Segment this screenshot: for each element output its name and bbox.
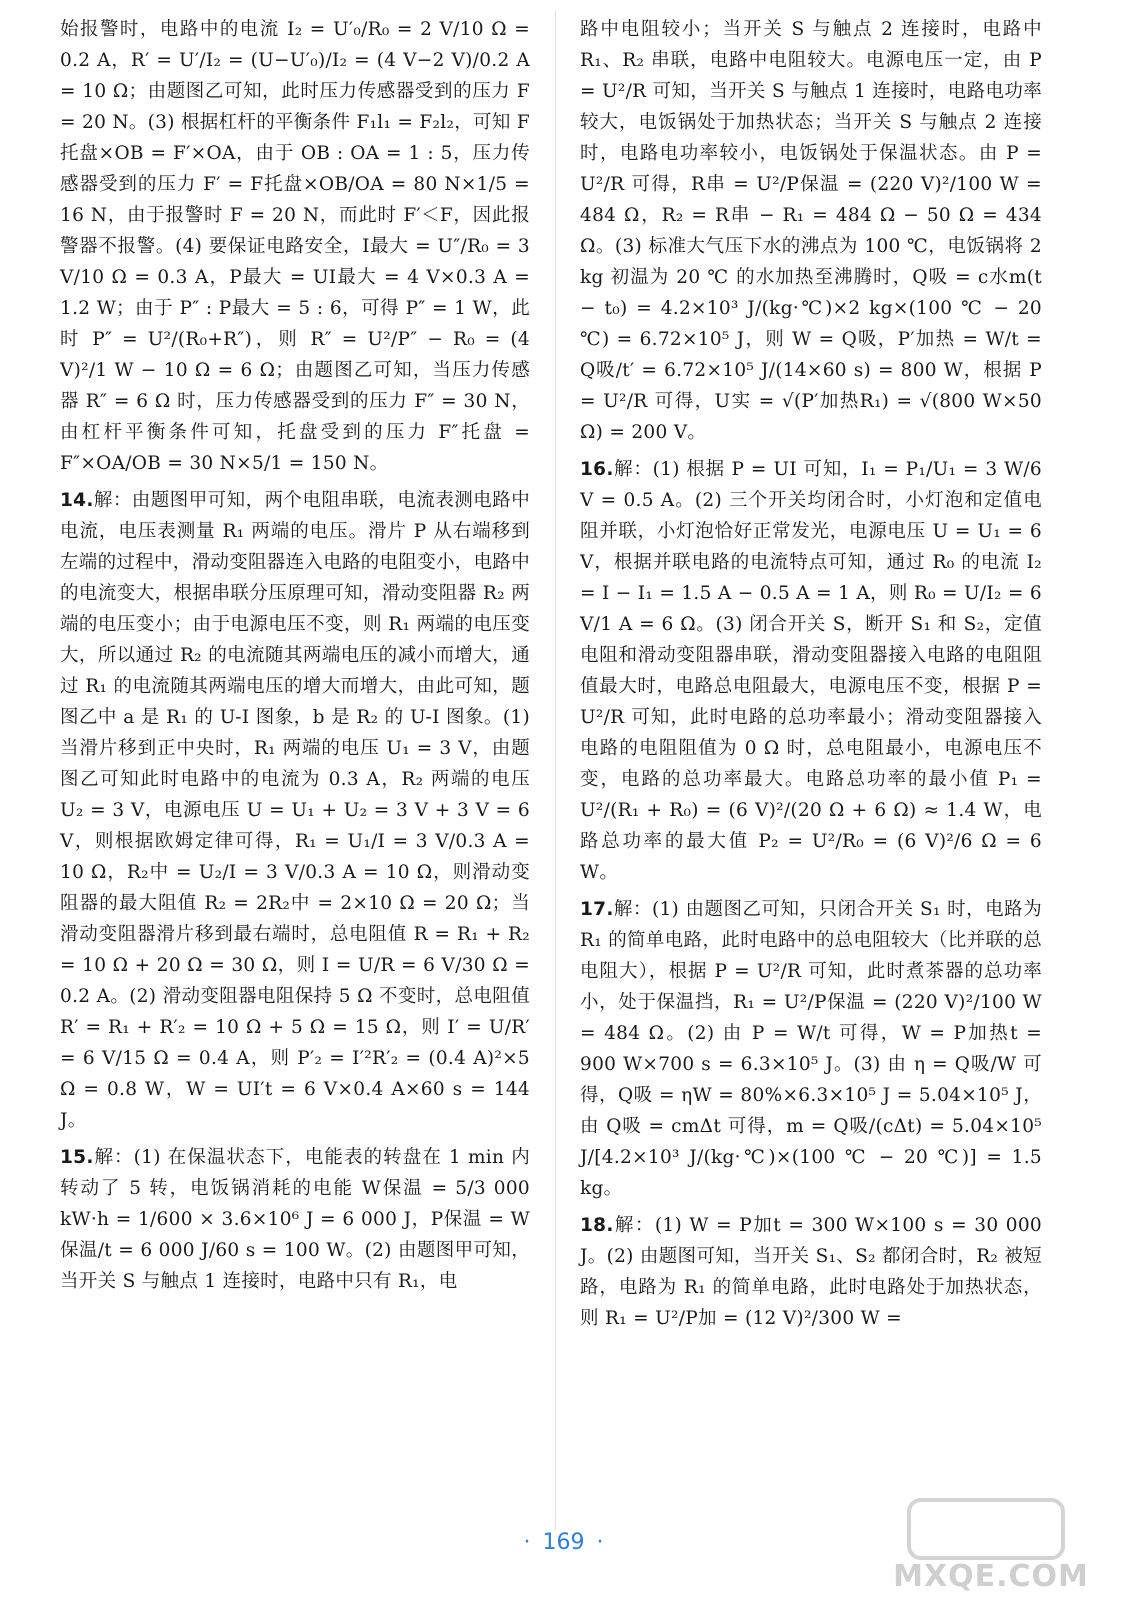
footer-dot-left: · bbox=[523, 1530, 531, 1555]
left-column bbox=[60, 14, 530, 1303]
answer-18 bbox=[580, 1210, 1042, 1334]
question-number: 18. bbox=[580, 1215, 614, 1236]
question-number: 14. bbox=[60, 490, 94, 511]
answer-15 bbox=[60, 1142, 530, 1297]
right-column bbox=[580, 14, 1042, 1340]
paragraph-text: 解：(1) W = P加t = 300 W×100 s = 30 000 J。(2) 由题图可知，当开关 S₁、S₂ 都闭合时，R₂ 被短路，电路为 R₁ 的简单电路，此时电路处于加热状态，则 R₁ = U²/P加 = (12 V)²/300 W = bbox=[580, 1215, 1042, 1329]
paragraph-text: 解：(1) 根据 P = UI 可知，I₁ = P₁/U₁ = 3 W/6 V = 0.5 A。(2) 三个开关均闭合时，小灯泡和定值电阻并联，小灯泡恰好正常发光，电源电压 U = U₁ = 6 V，根据并联电路的电流特点可知，通过 R₀ 的电流 I₂ = I − I₁ = 1.5 A − 0.5 A = 1 A，则 R₀ = U/I₂ = 6 V/1 A = 6 Ω。(3) 闭合开关 S，断开 S₁ 和 S₂，定值电阻和滑动变阻器串联，滑动变阻器接入电路的电阻阻值最大时，电路总电阻最大，电源电压不变，根据 P = U²/R 可知，此时电路的总功率最小；滑动变阻器接入电路的电阻阻值为 0 Ω 时，总电阻最小，电源电压不变，电路的总功率最大。电路总功率的最小值 P₁ = U²/(R₁ + R₀) = (6 V)²/(20 Ω + 6 Ω) ≈ 1.4 W，电路总功率的最大值 P₂ = U²/R₀ = (6 V)²/6 Ω = 6 W。 bbox=[580, 459, 1042, 883]
watermark-badge-icon bbox=[907, 1498, 1065, 1560]
paragraph-text: 始报警时，电路中的电流 I₂ = U′₀/R₀ = 2 V/10 Ω = 0.2 A，R′ = U′/I₂ = (U−U′₀)/I₂ = (4 V−2 V)/0.2 A = 10 Ω；由题图乙可知，此时压力传感器受到的压力 F = 20 N。(3) 根据杠杆的平衡条件 F₁l₁ = F₂l₂，可知 F托盘×OB = F′×OA，由于 OB : OA = 1 : 5，压力传感器受到的压力 F′ = F托盘×OB/OA = 80 N×1/5 = 16 N，由于报警时 F = 20 N，而此时 F′＜F，因此报警器不报警。(4) 要保证电路安全，I最大 = U″/R₀ = 3 V/10 Ω = 0.3 A，P最大 = UI最大 = 4 V×0.3 A = 1.2 W；由于 P″ : P最大 = 5 : 6，可得 P″ = 1 W，此时 P″ = U²/(R₀+R″)，则 R″ = U²/P″ − R₀ = (4 V)²/1 W − 10 Ω = 6 Ω；由题图乙可知，当压力传感器 R″ = 6 Ω 时，压力传感器受到的压力 F″ = 30 N，由杠杆平衡条件可知，托盘受到的压力 F″托盘 = F″×OA/OB = 30 N×5/1 = 150 N。 bbox=[60, 19, 530, 474]
page-number: 169 bbox=[542, 1530, 585, 1555]
answer-14 bbox=[60, 485, 530, 1136]
left-para-continued bbox=[60, 14, 530, 479]
answer-16 bbox=[580, 454, 1042, 888]
watermark-logo bbox=[895, 1504, 1105, 1594]
footer-dot-right: · bbox=[596, 1530, 604, 1555]
question-number: 16. bbox=[580, 459, 614, 480]
paragraph-text: 路中电阻较小；当开关 S 与触点 2 连接时，电路中 R₁、R₂ 串联，电路中电阻较大。电源电压一定，由 P = U²/R 可知，当开关 S 与触点 1 连接时，电路电功率较大，电饭锅处于加热状态；当开关 S 与触点 2 连接时，电路电功率较小，电饭锅处于保温状态。由 P = U²/R 可得，R串 = U²/P保温 = (220 V)²/100 W = 484 Ω，R₂ = R串 − R₁ = 484 Ω − 50 Ω = 434 Ω。(3) 标准大气压下水的沸点为 100 ℃，电饭锅将 2 kg 初温为 20 ℃ 的水加热至沸腾时，Q吸 = c水m(t − t₀) = 4.2×10³ J/(kg·℃)×2 kg×(100 ℃ − 20 ℃) = 6.72×10⁵ J，则 W = Q吸，P′加热 = W/t = Q吸/t′ = 6.72×10⁵ J/(14×60 s) = 800 W，根据 P = U²/R 可得，U实 = √(P′加热R₁) = √(800 W×50 Ω) = 200 V。 bbox=[580, 19, 1042, 443]
question-number: 17. bbox=[580, 899, 614, 920]
paragraph-text: 解：由题图甲可知，两个电阻串联，电流表测电路中电流，电压表测量 R₁ 两端的电压。滑片 P 从右端移到左端的过程中，滑动变阻器连入电路的电阻变小，电路中的电流变大，根据串联分压原理可知，滑动变阻器 R₂ 两端的电压变小；由于电源电压不变，则 R₁ 两端的电压变大，所以通过 R₂ 的电流随其两端电压的减小而增大，通过 R₁ 的电流随其两端电压的增大而增大，由此可知，题图乙中 a 是 R₁ 的 U-I 图象，b 是 R₂ 的 U-I 图象。(1) 当滑片移到正中央时，R₁ 两端的电压 U₁ = 3 V，由题图乙可知此时电路中的电流为 0.3 A，R₂ 两端的电压 U₂ = 3 V，电源电压 U = U₁ + U₂ = 3 V + 3 V = 6 V，则根据欧姆定律可得，R₁ = U₁/I = 3 V/0.3 A = 10 Ω，R₂中 = U₂/I = 3 V/0.3 A = 10 Ω，则滑动变阻器的最大阻值 R₂ = 2R₂中 = 2×10 Ω = 20 Ω；当滑动变阻器滑片移到最右端时，总电阻值 R = R₁ + R₂ = 10 Ω + 20 Ω = 30 Ω，则 I = U/R = 6 V/30 Ω = 0.2 A。(2) 滑动变阻器电阻保持 5 Ω 不变时，总电阻值 R′ = R₁ + R′₂ = 10 Ω + 5 Ω = 15 Ω，则 I′ = U/R′ = 6 V/15 Ω = 0.4 A，则 P′₂ = I′²R′₂ = (0.4 A)²×5 Ω = 0.8 W，W = UI′t = 6 V×0.4 A×60 s = 144 J。 bbox=[60, 490, 531, 1131]
watermark-text: MXQE.COM bbox=[893, 1559, 1089, 1594]
column-divider bbox=[555, 10, 556, 1530]
answer-15-continued bbox=[580, 14, 1042, 448]
question-number: 15. bbox=[60, 1147, 94, 1168]
answer-17 bbox=[580, 894, 1042, 1204]
paragraph-text: 解：(1) 在保温状态下，电能表的转盘在 1 min 内转动了 5 转，电饭锅消耗的电能 W保温 = 5/3 000 kW·h = 1/600 × 3.6×10⁶ J = 6 000 J，P保温 = W保温/t = 6 000 J/60 s = 100 W。(2) 由题图甲可知，当开关 S 与触点 1 连接时，电路中只有 R₁，电 bbox=[60, 1147, 530, 1292]
paragraph-text: 解：(1) 由题图乙可知，只闭合开关 S₁ 时，电路为 R₁ 的简单电路，此时电路中的总电阻较大（比并联的总电阻大），根据 P = U²/R 可知，此时煮茶器的总功率小，处于保温挡，R₁ = U²/P保温 = (220 V)²/100 W = 484 Ω。(2) 由 P = W/t 可得，W = P加热t = 900 W×700 s = 6.3×10⁵ J。(3) 由 η = Q吸/W 可得，Q吸 = ηW = 80%×6.3×10⁵ J = 5.04×10⁵ J，由 Q吸 = cmΔt 可得，m = Q吸/(cΔt) = 5.04×10⁵ J/[4.2×10³ J/(kg·℃)×(100 ℃ − 20 ℃)] = 1.5 kg。 bbox=[580, 899, 1042, 1199]
